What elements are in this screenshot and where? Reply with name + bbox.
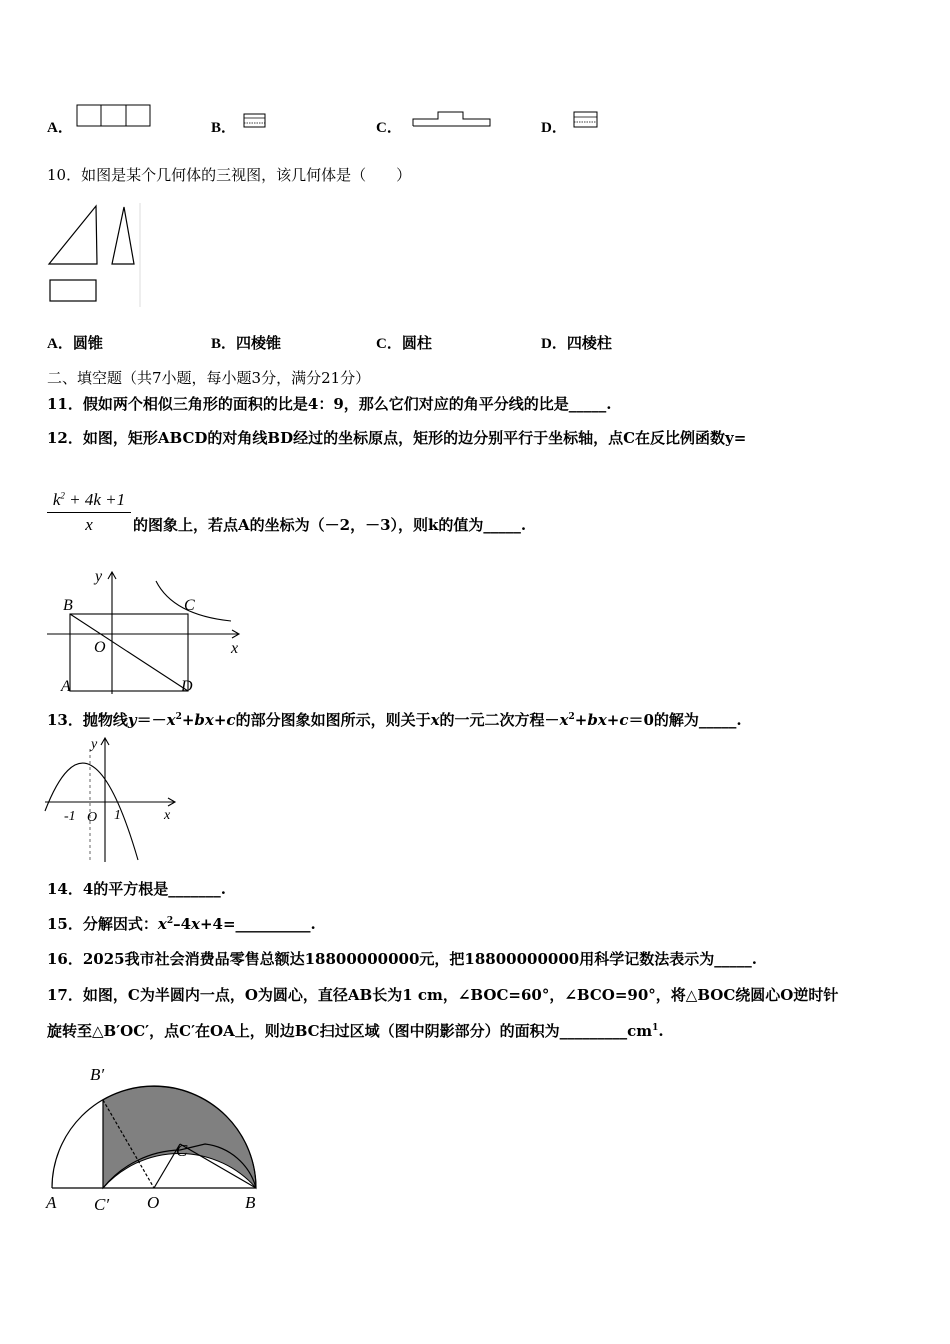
q10-option-c: C．圆柱	[376, 334, 432, 352]
shaded-region	[103, 1086, 256, 1188]
q13-parabola-figure	[42, 735, 182, 865]
q10-option-a: A．圆锥	[47, 334, 103, 352]
q17-semicircle-figure	[40, 1060, 272, 1220]
q9-option-b: B．	[211, 120, 237, 136]
q12-fraction	[47, 490, 131, 535]
section-heading: 二、填空题（共7小题，每小题3分，满分21分）	[47, 369, 371, 387]
label-c: C	[184, 597, 195, 614]
label-y: y	[91, 737, 98, 752]
q10-option-d: D．四棱柱	[541, 334, 612, 352]
q10-three-views-figure	[45, 203, 143, 309]
top-view-rectangle	[50, 280, 96, 301]
q9-figure-d	[573, 111, 599, 129]
label-d: D	[181, 678, 193, 695]
label-b: B	[245, 1193, 256, 1212]
q12-fraction-denominator: x	[85, 515, 93, 534]
q14-text: 14．4的平方根是_______.	[47, 880, 227, 898]
q17-line1: 17．如图，C为半圆内一点，O为圆心，直径AB长为1 cm，∠BOC=60°，∠BCO=90°，将△BOC绕圆心O逆时针	[47, 986, 839, 1004]
q9-figure-a	[76, 104, 152, 128]
label-o: O	[94, 639, 106, 656]
q13-text: 13．抛物线$y=-x^2+bx+c$的部分图象如图所示，则关于x的一元二次方程$-x^2+bx+c=0$的解为_____.	[47, 711, 742, 729]
label-a: A	[61, 678, 71, 695]
label-o: O	[147, 1193, 160, 1212]
q12-line1: 12．如图，矩形ABCD的对角线BD经过的坐标原点，矩形的边分别平行于坐标轴，点C在反比例函数y=	[47, 429, 747, 447]
q9-option-a: A．	[47, 120, 73, 136]
q12-fraction-numerator: $k^2 + 4k +1$	[47, 490, 131, 513]
label-neg1: -1	[64, 809, 76, 824]
label-cp: C′	[94, 1195, 110, 1214]
label-c: C	[176, 1141, 188, 1160]
q10-option-b: B．四棱锥	[211, 334, 282, 352]
q12-line2: 的图象上，若点A的坐标为（－2，－3），则k的值为_____.	[133, 516, 527, 534]
diagonal-bd	[70, 614, 188, 691]
label-x: x	[231, 640, 239, 657]
q16-text: 16．2025我市社会消费品零售总额达18800000000元，把18800000000用科学记数法表示为_____.	[47, 950, 757, 968]
side-view-triangle	[112, 207, 134, 264]
q9-figure-c	[410, 109, 494, 129]
q9-figure-b	[243, 113, 267, 129]
q11-text: 11．假如两个相似三角形的面积的比是4：9，那么它们对应的角平分线的比是_____.	[47, 395, 612, 413]
label-bp: B′	[90, 1065, 105, 1084]
label-y: y	[95, 568, 103, 585]
q9-option-d: D．	[541, 120, 567, 136]
q12-figure	[43, 567, 243, 697]
q15-text: 15．分解因式：$x^2-4x+4=\_\_\_\_\_\_\_\_\_\_$.	[47, 915, 316, 933]
label-o: O	[87, 810, 98, 825]
q17-line2: 旋转至△B′OC′，点C′在OA上，则边BC扫过区域（图中阴影部分）的面积为$\_\_\_\_\_\_\_\_\_cm^1$.	[47, 1022, 664, 1040]
label-x: x	[164, 808, 171, 823]
label-b: B	[63, 597, 73, 614]
q9-option-c: C．	[376, 120, 402, 136]
q10-stem: 10．如图是某个几何体的三视图，该几何体是（ ）	[47, 166, 412, 184]
label-a: A	[46, 1193, 57, 1212]
label-one: 1	[114, 808, 121, 823]
front-view-triangle	[49, 206, 97, 264]
